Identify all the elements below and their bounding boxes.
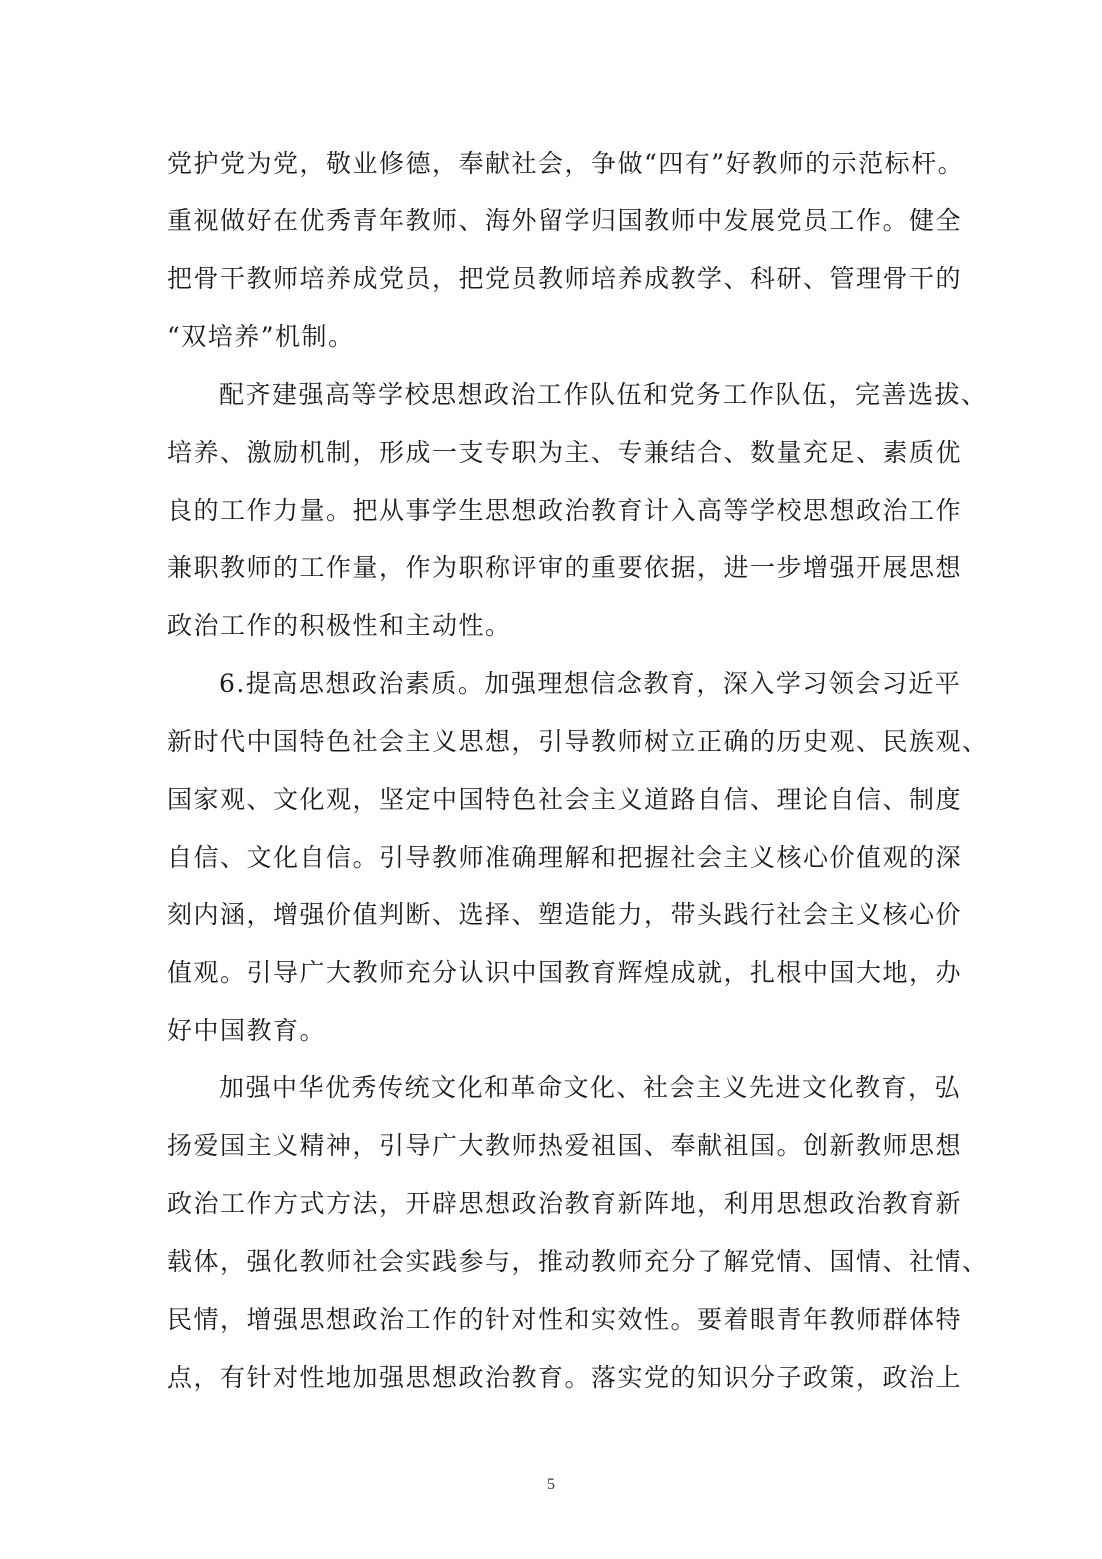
paragraph-3-line-3: 国家观、文化观，坚定中国特色社会主义道路自信、理论自信、制度 [167,785,963,814]
paragraph-2-line-2: 培养、激励机制，形成一支专职为主、专兼结合、数量充足、素质优 [167,438,963,467]
paragraph-3-line-2: 新时代中国特色社会主义思想，引导教师树立正确的历史观、民族观、 [167,727,989,756]
paragraph-3-line-7: 好中国教育。 [167,1016,327,1045]
paragraph-4-line-6: 点，有针对性地加强思想政治教育。落实党的知识分子政策，政治上 [167,1363,963,1392]
paragraph-3-line-6: 值观。引导广大教师充分认识中国教育辉煌成就，扎根中国大地，办 [167,958,963,987]
paragraph-2-line-1: 配齐建强高等学校思想政治工作队伍和党务工作队伍，完善选拔、 [219,380,988,409]
paragraph-1-line-2: 重视做好在优秀青年教师、海外留学归国教师中发展党员工作。健全 [167,206,963,235]
paragraph-4-line-5: 民情，增强思想政治工作的针对性和实效性。要着眼青年教师群体特 [167,1305,963,1334]
paragraph-2-line-4: 兼职教师的工作量，作为职称评审的重要依据，进一步增强开展思想 [167,553,963,582]
paragraph-4-line-1: 加强中华优秀传统文化和革命文化、社会主义先进文化教育，弘 [219,1073,962,1102]
paragraph-4-line-3: 政治工作方式方法，开辟思想政治教育新阵地，利用思想政治教育新 [167,1189,963,1218]
paragraph-2-line-3: 良的工作力量。把从事学生思想政治教育计入高等学校思想政治工作 [167,496,963,525]
paragraph-3-line-1: 6.提高思想政治素质。加强理想信念教育，深入学习领会习近平 [219,669,962,698]
paragraph-4-line-4: 载体，强化教师社会实践参与，推动教师充分了解党情、国情、社情、 [167,1247,989,1276]
paragraph-1-line-1: 党护党为党，敬业修德，奉献社会，争做“四有”好教师的示范标杆。 [167,149,965,178]
paragraph-1-line-4: “双培养”机制。 [167,322,355,351]
paragraph-2-line-5: 政治工作的积极性和主动性。 [167,611,512,640]
paragraph-3-line-5: 刻内涵，增强价值判断、选择、塑造能力，带头践行社会主义核心价 [167,900,963,929]
page-number: 5 [547,1476,555,1493]
paragraph-3-line-4: 自信、文化自信。引导教师准确理解和把握社会主义核心价值观的深 [167,843,963,872]
paragraph-1-line-3: 把骨干教师培养成党员，把党员教师培养成教学、科研、管理骨干的 [167,264,963,293]
paragraph-4-line-2: 扬爱国主义精神，引导广大教师热爱祖国、奉献祖国。创新教师思想 [167,1131,963,1160]
